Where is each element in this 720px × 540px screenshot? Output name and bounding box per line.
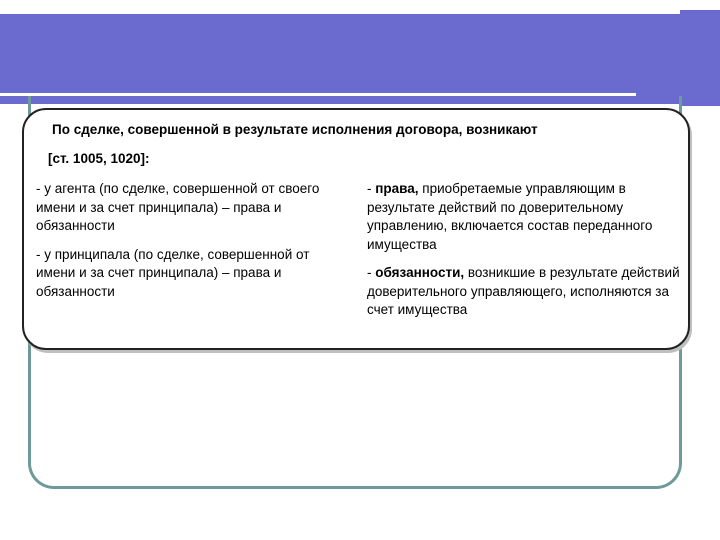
title-band	[0, 14, 720, 104]
right-column	[367, 180, 685, 330]
rights-text: приобретаемые управляющим в результате действий по доверительному управлению, включается состав переданного имущества	[367, 181, 653, 252]
duties-term: обязанности,	[375, 265, 465, 280]
duties-text: возникшие в результате действий доверительного управляющего, исполняются за счет имущества	[367, 265, 680, 317]
agent-paragraph: - у агента (по сделке, совершенной от своего имени и за счет принципала) – права и обязанности	[36, 181, 320, 233]
left-column	[36, 180, 348, 311]
duties-paragraph	[367, 264, 685, 320]
principal-paragraph: - у принципала (по сделке, совершенной от имени и за счет принципала) – права и обязанности	[36, 246, 310, 299]
duties-prefix: -	[367, 265, 376, 280]
title-band-tab	[680, 10, 720, 106]
rights-prefix: -	[367, 181, 376, 196]
rights-term: права,	[375, 181, 419, 196]
intro-text: По сделке, совершенной в результате исполнения договора, возникают	[52, 122, 538, 137]
rights-paragraph	[367, 180, 685, 254]
articles-reference: [ст. 1005, 1020]:	[48, 151, 150, 166]
